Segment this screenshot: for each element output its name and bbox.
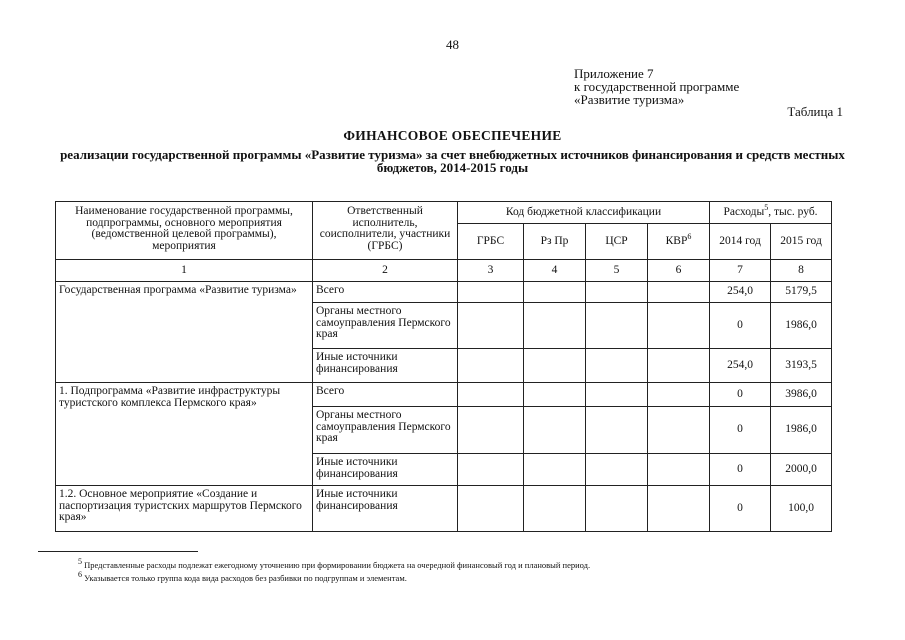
header-name: Наименование государственной программы, подпрограммы, основного мероприятия (ведомственной целевой программы), мероприятия	[56, 202, 313, 260]
executor-cell: Всего	[313, 282, 458, 303]
header-expenses	[710, 202, 832, 224]
document-title: ФИНАНСОВОЕ ОБЕСПЕЧЕНИЕ	[343, 128, 562, 143]
footnote-5	[78, 557, 591, 570]
value-2014: 254,0	[710, 282, 771, 303]
value-2015: 3986,0	[771, 383, 832, 407]
header-expenses-label: Расходы	[723, 205, 765, 218]
subprogram-name-cell: 1. Подпрограмма «Развитие инфраструктуры туристского комплекса Пермского края»	[56, 383, 313, 486]
footnote-ref-5: 5	[764, 202, 769, 212]
footnote-text: Представленные расходы подлежат ежегодному уточнению при формировании бюджета на очередной финансовый год и плановый период.	[84, 560, 591, 570]
document-subtitle: реализации государственной программы «Развитие туризма» за счет внебюджетных источников финансирования и средств местных бюджетов, 2014-2015 годы	[60, 147, 845, 175]
header-2014: 2014 год	[710, 224, 771, 260]
executor-cell: Всего	[313, 383, 458, 407]
value-2015: 3193,5	[771, 349, 832, 383]
column-number-row	[56, 260, 832, 282]
header-grbs: ГРБС	[458, 224, 524, 260]
col-num: 8	[771, 260, 832, 282]
footnote-divider	[38, 551, 198, 552]
header-budget-code: Код бюджетной классификации	[458, 202, 710, 224]
appendix-line-1: Приложение 7	[574, 66, 654, 81]
header-csr: ЦСР	[586, 224, 648, 260]
footnote-text: Указывается только группа кода вида расходов без разбивки по подгруппам и элементам.	[84, 573, 407, 583]
program-name-cell: Государственная программа «Развитие туризма»	[56, 282, 313, 383]
col-num: 6	[648, 260, 710, 282]
footnote-mark: 6	[78, 570, 82, 580]
value-2014: 0	[710, 383, 771, 407]
header-executor: Ответственный исполнитель, соисполнители, участники (ГРБС)	[313, 202, 458, 260]
table-label: Таблица 1	[787, 104, 843, 119]
value-2015: 1986,0	[771, 303, 832, 349]
footnote-6	[78, 570, 407, 583]
col-num: 1	[56, 260, 313, 282]
value-2014: 0	[710, 486, 771, 532]
executor-cell: Органы местного самоуправления Пермского края	[313, 407, 458, 454]
executor-cell: Иные источники финансирования	[313, 454, 458, 486]
header-kvr-label: КВР	[665, 234, 688, 247]
value-2014: 0	[710, 407, 771, 454]
executor-cell: Иные источники финансирования	[313, 349, 458, 383]
footnote-ref-6: 6	[687, 231, 692, 241]
header-expenses-unit: , тыс. руб.	[768, 205, 818, 218]
appendix-note	[574, 67, 739, 106]
value-2014: 0	[710, 303, 771, 349]
value-2015: 5179,5	[771, 282, 832, 303]
value-2015: 2000,0	[771, 454, 832, 486]
table-row	[56, 486, 832, 532]
header-rzpr: Рз Пр	[524, 224, 586, 260]
appendix-line-2: к государственной программе	[574, 79, 740, 94]
value-2014: 0	[710, 454, 771, 486]
table-row	[56, 383, 832, 407]
col-num: 7	[710, 260, 771, 282]
financing-table	[55, 201, 832, 532]
activity-name-cell: 1.2. Основное мероприятие «Создание и паспортизация туристских маршрутов Пермского края»	[56, 486, 313, 532]
col-num: 4	[524, 260, 586, 282]
footnote-mark: 5	[78, 557, 82, 567]
executor-cell: Иные источники финансирования	[313, 486, 458, 532]
col-num: 5	[586, 260, 648, 282]
value-2015: 1986,0	[771, 407, 832, 454]
page-number: 48	[446, 37, 459, 52]
value-2015: 100,0	[771, 486, 832, 532]
header-kvr	[648, 224, 710, 260]
col-num: 3	[458, 260, 524, 282]
appendix-line-3: «Развитие туризма»	[574, 92, 685, 107]
table-row	[56, 282, 832, 303]
value-2014: 254,0	[710, 349, 771, 383]
header-2015: 2015 год	[771, 224, 832, 260]
col-num: 2	[313, 260, 458, 282]
executor-cell: Органы местного самоуправления Пермского края	[313, 303, 458, 349]
